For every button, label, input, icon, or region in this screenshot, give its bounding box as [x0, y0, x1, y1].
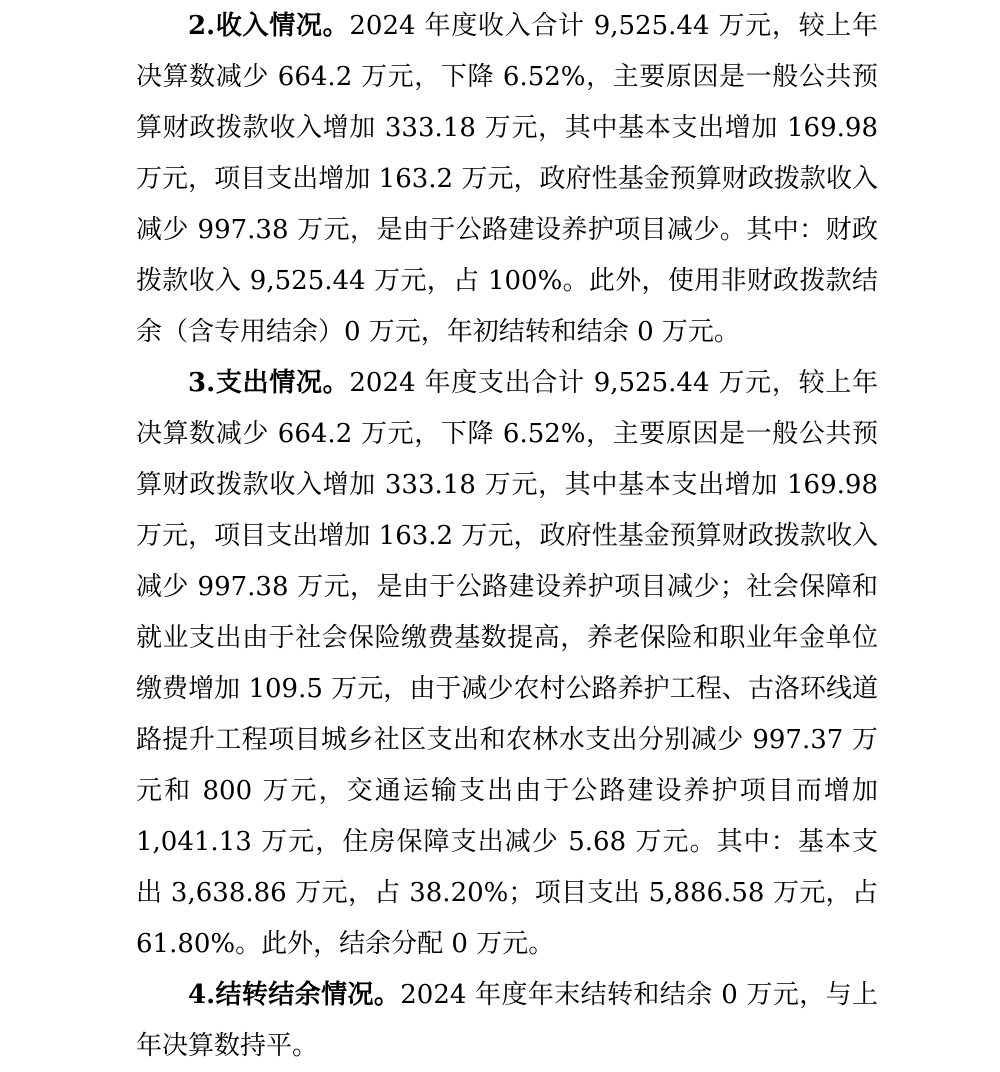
- income-body: 2024 年度收入合计 9,525.44 万元，较上年决算数减少 664.2 万元，下降 6.52%，主要原因是一般公共预算财政拨款收入增加 333.18 万元，其中基本支出增加 169.98 万元，项目支出增加 163.2 万元，政府性基金预算财政拨款收入减少 997.38 万元，是由于公路建设养护项目减少。其中：财政拨款收入 9,525.44 万元，占 100%。此外，使用非财政拨款结余（含专用结余）0 万元，年初结转和结余 0 万元。: [136, 11, 878, 347]
- income-paragraph: [136, 0, 878, 358]
- carryover-body: 2024 年度年末结转和结余 0 万元，与上年决算数持平。: [136, 980, 878, 1061]
- income-heading: 2.收入情况。: [188, 11, 350, 41]
- carryover-heading: 4.结转结余情况。: [188, 980, 401, 1010]
- expenditure-body: 2024 年度支出合计 9,525.44 万元，较上年决算数减少 664.2 万元，下降 6.52%，主要原因是一般公共预算财政拨款收入增加 333.18 万元，其中基本支出增加 169.98 万元，项目支出增加 163.2 万元，政府性基金预算财政拨款收入减少 997.38 万元，是由于公路建设养护项目减少；社会保障和就业支出由于社会保险缴费基数提高，养老保险和职业年金单位缴费增加 109.5 万元，由于减少农村公路养护工程、古洛环线道路提升工程项目城乡社区支出和农林水支出分别减少 997.37 万元和 800 万元，交通运输支出由于公路建设养护项目而增加 1,041.13 万元，住房保障支出减少 5.68 万元。其中：基本支出 3,638.86 万元，占 38.20%；项目支出 5,886.58 万元，占 61.80%。此外，结余分配 0 万元。: [136, 368, 878, 959]
- expenditure-paragraph: [136, 358, 878, 970]
- expenditure-heading: 3.支出情况。: [188, 368, 350, 398]
- document-page: [136, 0, 878, 1072]
